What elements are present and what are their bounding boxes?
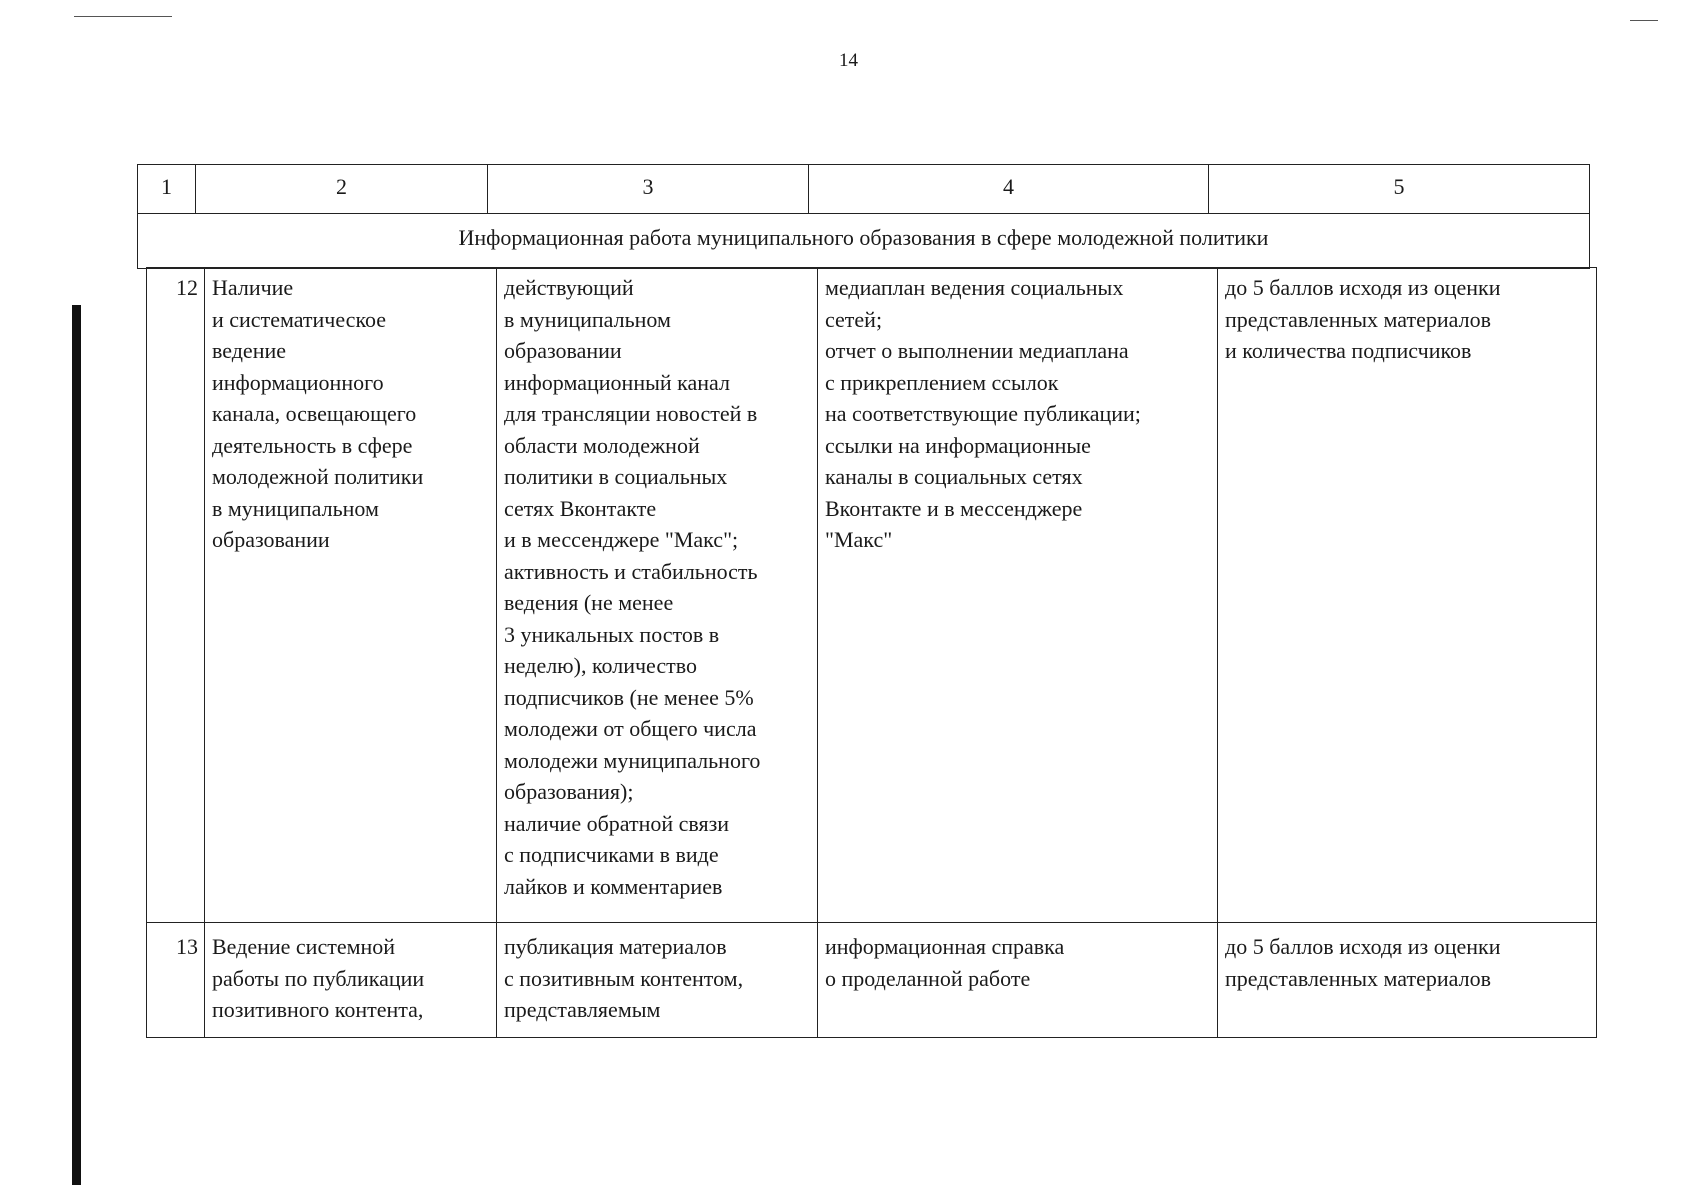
column-number-4: 4: [809, 165, 1209, 214]
text-line: информационная справка: [825, 934, 1065, 959]
text-line: представляемым: [504, 997, 661, 1022]
text-line: образования);: [504, 779, 634, 804]
text-line: молодежи от общего числа: [504, 716, 757, 741]
text-line: подписчиков (не менее 5%: [504, 684, 754, 710]
row-number: 12: [147, 268, 205, 923]
text-line: ведения (не менее: [504, 590, 674, 615]
text-line: представленных материалов: [1225, 965, 1491, 991]
text-line: сетей;: [825, 306, 883, 332]
text-line: каналы в социальных сетях: [825, 464, 1083, 489]
text-line: медиаплан ведения социальных: [825, 275, 1124, 300]
text-line: и количества подписчиков: [1225, 338, 1472, 363]
indicator-cell: [497, 268, 818, 923]
text-line: позитивного контента,: [212, 997, 424, 1022]
column-number-2: 2: [196, 165, 488, 214]
text-line: информационный канал: [504, 369, 730, 395]
text-line: представленных материалов: [1225, 306, 1491, 332]
text-line: действующий: [504, 275, 634, 300]
text-line: до 5 баллов исходя из оценки: [1225, 275, 1501, 300]
score-cell: [1218, 268, 1597, 923]
documents-cell: [818, 923, 1218, 1038]
documents-cell: [818, 268, 1218, 923]
text-line: Наличие: [212, 275, 294, 300]
table-header: [137, 164, 1590, 269]
criterion-cell: [205, 268, 497, 923]
text-line: в муниципальном: [212, 495, 379, 521]
text-line: образовании: [212, 527, 330, 552]
text-line: наличие обратной связи: [504, 810, 730, 836]
scan-mark-top-right: [1630, 20, 1658, 21]
text-line: отчет о выполнении медиаплана: [825, 338, 1129, 363]
text-line: ведение: [212, 338, 287, 363]
text-line: сетях Вконтакте: [504, 495, 657, 521]
scan-mark-top-left: [74, 16, 172, 17]
text-line: о проделанной работе: [825, 965, 1031, 991]
text-line: 3 уникальных постов в: [504, 621, 720, 647]
column-number-5: 5: [1209, 165, 1590, 214]
column-number-3: 3: [488, 165, 809, 214]
text-line: политики в социальных: [504, 464, 728, 489]
text-line: для трансляции новостей в: [504, 401, 758, 426]
text-line: активность и стабильность: [504, 558, 758, 584]
text-line: с позитивным контентом,: [504, 965, 744, 991]
column-number-row: [138, 165, 1590, 214]
indicator-cell: [497, 923, 818, 1038]
text-line: лайков и комментариев: [504, 873, 723, 899]
text-line: до 5 баллов исходя из оценки: [1225, 934, 1501, 959]
section-title: Информационная работа муниципального образования в сфере молодежной политики: [138, 214, 1590, 269]
row-number: 13: [147, 923, 205, 1038]
page-number: 14: [839, 50, 858, 71]
text-line: информационного: [212, 369, 384, 395]
text-line: канала, освещающего: [212, 401, 417, 426]
text-line: области молодежной: [504, 432, 700, 458]
table-row: [147, 923, 1597, 1038]
table-row: [147, 268, 1597, 923]
text-line: неделю), количество: [504, 653, 697, 678]
text-line: на соответствующие публикации;: [825, 401, 1141, 426]
text-line: деятельность в сфере: [212, 432, 413, 458]
text-line: "Макс": [825, 527, 893, 552]
score-cell: [1218, 923, 1597, 1038]
criterion-cell: [205, 923, 497, 1038]
text-line: и в мессенджере "Макс";: [504, 527, 739, 552]
text-line: молодежной политики: [212, 464, 424, 489]
text-line: в муниципальном: [504, 306, 671, 332]
text-line: с прикреплением ссылок: [825, 369, 1059, 395]
text-line: и систематическое: [212, 306, 387, 332]
table-body: [146, 267, 1597, 1038]
text-line: работы по публикации: [212, 965, 425, 991]
section-row: [138, 214, 1590, 269]
column-number-1: 1: [138, 165, 196, 214]
text-line: молодежи муниципального: [504, 747, 761, 773]
text-line: Ведение системной: [212, 934, 396, 959]
text-line: Вконтакте и в мессенджере: [825, 495, 1083, 521]
scan-edge-bar: [72, 305, 81, 1185]
text-line: с подписчиками в виде: [504, 842, 719, 867]
text-line: образовании: [504, 338, 622, 363]
text-line: ссылки на информационные: [825, 432, 1091, 458]
text-line: публикация материалов: [504, 934, 727, 959]
